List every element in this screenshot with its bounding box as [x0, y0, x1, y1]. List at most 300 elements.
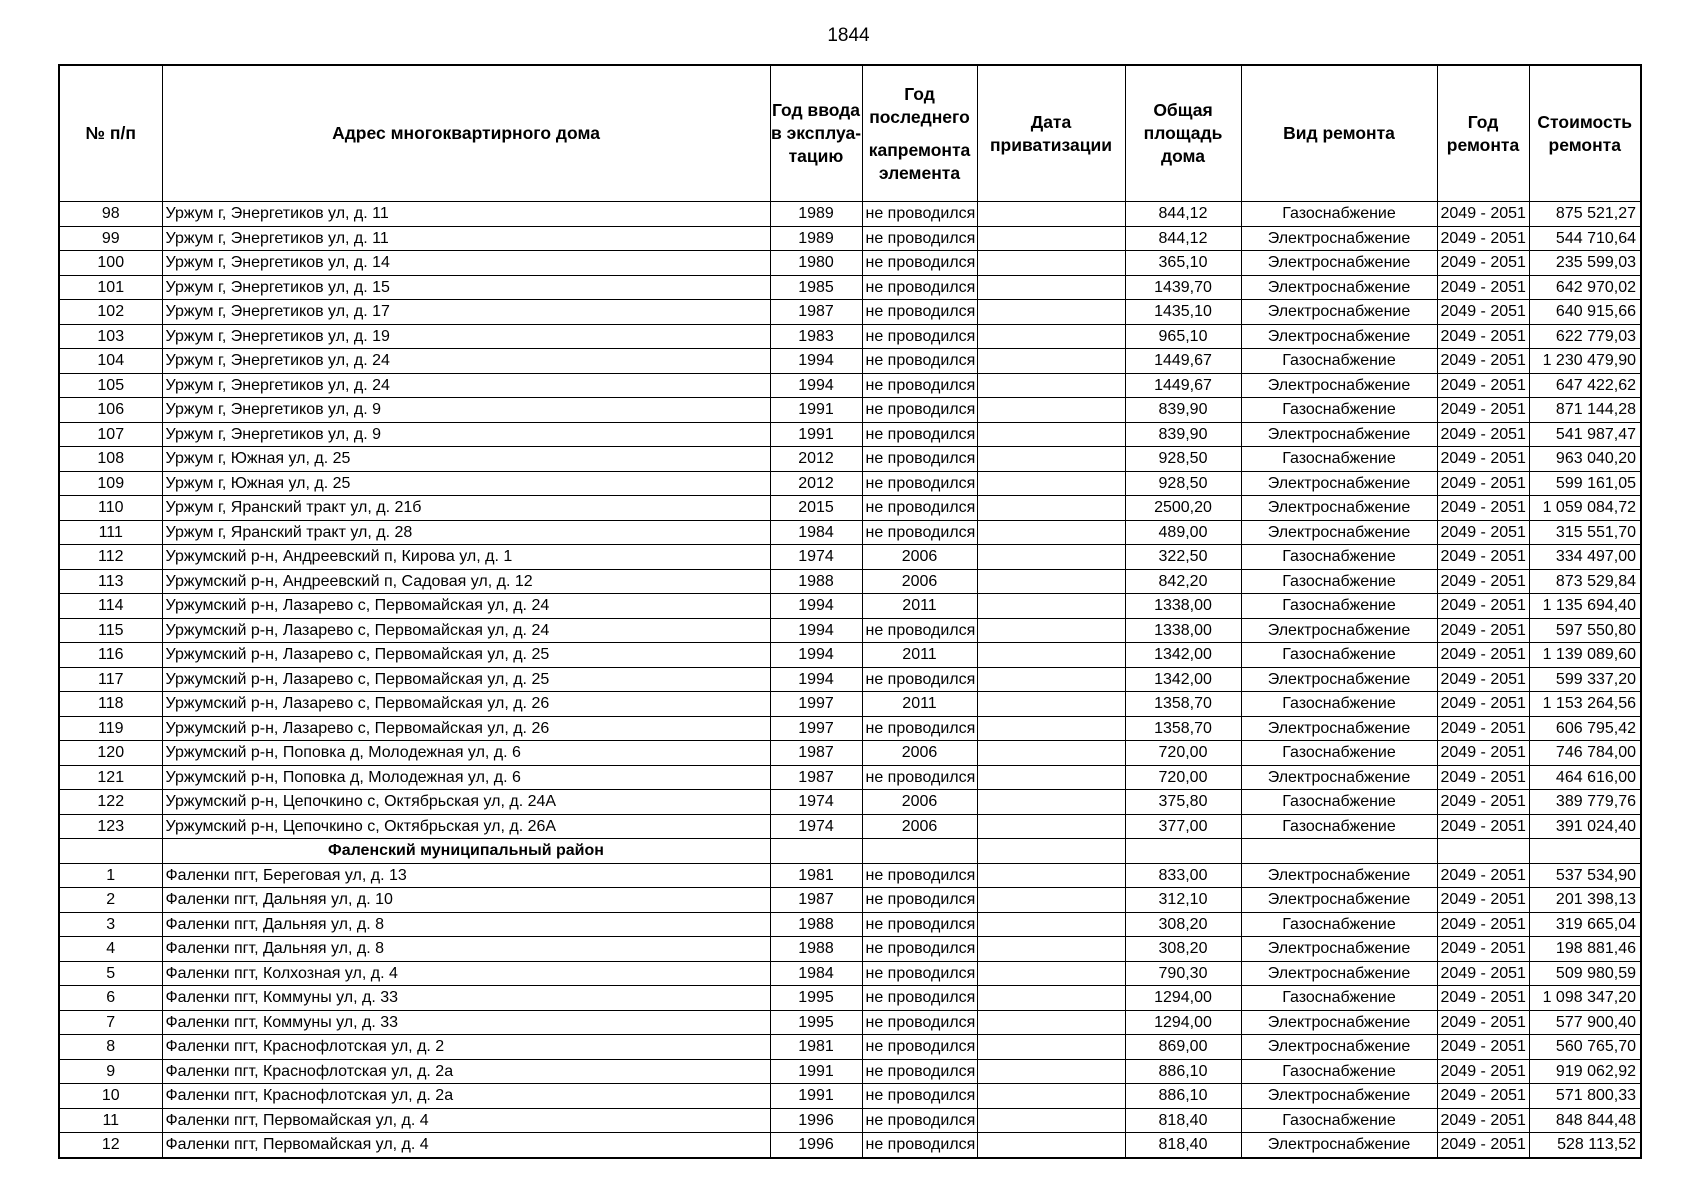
cell-year-built: 1987	[770, 300, 862, 325]
cell-area: 1358,70	[1125, 692, 1241, 717]
cell-repair-year: 2049 - 2051	[1437, 1010, 1529, 1035]
cell-last-repair: 2011	[862, 692, 977, 717]
cell-last-repair: не проводился	[862, 618, 977, 643]
cell-address: Уржум г, Энергетиков ул, д. 15	[162, 275, 770, 300]
table-row	[59, 1108, 1641, 1133]
table-row	[59, 545, 1641, 570]
cell-area: 1449,67	[1125, 373, 1241, 398]
cell-last-repair: не проводился	[862, 1010, 977, 1035]
cell-area: 2500,20	[1125, 496, 1241, 521]
cell-last-repair: не проводился	[862, 1133, 977, 1158]
table-header-row	[59, 65, 1641, 202]
cell-cost: 1 135 694,40	[1529, 594, 1641, 619]
cell-privatization	[977, 961, 1125, 986]
cell-area: 489,00	[1125, 520, 1241, 545]
cell-area: 1439,70	[1125, 275, 1241, 300]
cell-num: 113	[59, 569, 162, 594]
cell-address: Уржумский р-н, Лазарево с, Первомайская ул, д. 25	[162, 643, 770, 668]
section-empty-cell	[770, 839, 862, 864]
cell-area: 833,00	[1125, 863, 1241, 888]
cell-address: Уржум г, Южная ул, д. 25	[162, 471, 770, 496]
cell-cost: 597 550,80	[1529, 618, 1641, 643]
table-row	[59, 251, 1641, 276]
table-row	[59, 496, 1641, 521]
cell-cost: 235 599,03	[1529, 251, 1641, 276]
cell-repair-type: Электроснабжение	[1241, 1035, 1437, 1060]
cell-repair-type: Электроснабжение	[1241, 275, 1437, 300]
cell-area: 842,20	[1125, 569, 1241, 594]
header-num: № п/п	[59, 65, 162, 202]
cell-area: 308,20	[1125, 937, 1241, 962]
section-empty-cell	[1125, 839, 1241, 864]
cell-num: 108	[59, 447, 162, 472]
table-row	[59, 765, 1641, 790]
cell-year-built: 1991	[770, 398, 862, 423]
cell-cost: 1 059 084,72	[1529, 496, 1641, 521]
cell-year-built: 1974	[770, 790, 862, 815]
cell-privatization	[977, 1010, 1125, 1035]
cell-address: Фаленки пгт, Первомайская ул, д. 4	[162, 1133, 770, 1158]
cell-cost: 1 153 264,56	[1529, 692, 1641, 717]
cell-repair-type: Газоснабжение	[1241, 790, 1437, 815]
cell-last-repair: не проводился	[862, 300, 977, 325]
cell-year-built: 1974	[770, 545, 862, 570]
section-empty-cell	[1437, 839, 1529, 864]
cell-repair-year: 2049 - 2051	[1437, 422, 1529, 447]
cell-last-repair: не проводился	[862, 912, 977, 937]
cell-year-built: 1994	[770, 349, 862, 374]
table-row	[59, 692, 1641, 717]
table-row	[59, 349, 1641, 374]
cell-address: Фаленки пгт, Дальняя ул, д. 8	[162, 912, 770, 937]
cell-repair-year: 2049 - 2051	[1437, 300, 1529, 325]
cell-num: 118	[59, 692, 162, 717]
cell-cost: 848 844,48	[1529, 1108, 1641, 1133]
cell-privatization	[977, 300, 1125, 325]
cell-address: Уржумский р-н, Андреевский п, Садовая ул, д. 12	[162, 569, 770, 594]
cell-cost: 537 534,90	[1529, 863, 1641, 888]
cell-repair-year: 2049 - 2051	[1437, 863, 1529, 888]
cell-address: Уржум г, Энергетиков ул, д. 11	[162, 226, 770, 251]
cell-year-built: 1981	[770, 1035, 862, 1060]
cell-last-repair: не проводился	[862, 202, 977, 227]
cell-last-repair: 2006	[862, 545, 977, 570]
cell-num: 11	[59, 1108, 162, 1133]
cell-last-repair: 2006	[862, 790, 977, 815]
cell-repair-type: Электроснабжение	[1241, 1133, 1437, 1158]
cell-privatization	[977, 496, 1125, 521]
cell-address: Уржум г, Энергетиков ул, д. 11	[162, 202, 770, 227]
cell-privatization	[977, 275, 1125, 300]
cell-cost: 647 422,62	[1529, 373, 1641, 398]
cell-area: 1342,00	[1125, 667, 1241, 692]
cell-address: Уржум г, Яранский тракт ул, д. 28	[162, 520, 770, 545]
cell-repair-year: 2049 - 2051	[1437, 716, 1529, 741]
table-row	[59, 226, 1641, 251]
cell-repair-year: 2049 - 2051	[1437, 275, 1529, 300]
cell-repair-year: 2049 - 2051	[1437, 471, 1529, 496]
cell-year-built: 1994	[770, 667, 862, 692]
cell-cost: 319 665,04	[1529, 912, 1641, 937]
cell-address: Уржум г, Энергетиков ул, д. 17	[162, 300, 770, 325]
cell-privatization	[977, 912, 1125, 937]
table-row	[59, 667, 1641, 692]
cell-cost: 571 800,33	[1529, 1084, 1641, 1109]
cell-cost: 871 144,28	[1529, 398, 1641, 423]
cell-last-repair: не проводился	[862, 496, 977, 521]
cell-address: Уржум г, Энергетиков ул, д. 19	[162, 324, 770, 349]
cell-year-built: 1994	[770, 373, 862, 398]
table-row	[59, 1133, 1641, 1158]
cell-repair-type: Электроснабжение	[1241, 422, 1437, 447]
cell-repair-type: Газоснабжение	[1241, 594, 1437, 619]
cell-address: Уржумский р-н, Лазарево с, Первомайская ул, д. 24	[162, 594, 770, 619]
cell-area: 720,00	[1125, 741, 1241, 766]
cell-repair-type: Электроснабжение	[1241, 716, 1437, 741]
cell-repair-year: 2049 - 2051	[1437, 324, 1529, 349]
cell-cost: 544 710,64	[1529, 226, 1641, 251]
cell-year-built: 1974	[770, 814, 862, 839]
cell-repair-year: 2049 - 2051	[1437, 569, 1529, 594]
cell-last-repair: не проводился	[862, 1035, 977, 1060]
cell-num: 98	[59, 202, 162, 227]
cell-cost: 963 040,20	[1529, 447, 1641, 472]
cell-area: 844,12	[1125, 202, 1241, 227]
header-address: Адрес многоквартирного дома	[162, 65, 770, 202]
cell-repair-type: Электроснабжение	[1241, 1084, 1437, 1109]
cell-privatization	[977, 863, 1125, 888]
table-row	[59, 888, 1641, 913]
cell-year-built: 1995	[770, 986, 862, 1011]
cell-area: 818,40	[1125, 1133, 1241, 1158]
cell-year-built: 1987	[770, 765, 862, 790]
cell-area: 839,90	[1125, 398, 1241, 423]
cell-cost: 315 551,70	[1529, 520, 1641, 545]
cell-address: Уржум г, Энергетиков ул, д. 9	[162, 422, 770, 447]
cell-privatization	[977, 667, 1125, 692]
cell-privatization	[977, 520, 1125, 545]
cell-address: Уржумский р-н, Лазарево с, Первомайская ул, д. 26	[162, 716, 770, 741]
table-row	[59, 741, 1641, 766]
cell-area: 1338,00	[1125, 594, 1241, 619]
cell-address: Уржум г, Энергетиков ул, д. 9	[162, 398, 770, 423]
cell-privatization	[977, 324, 1125, 349]
cell-year-built: 2012	[770, 447, 862, 472]
cell-privatization	[977, 937, 1125, 962]
cell-repair-type: Электроснабжение	[1241, 888, 1437, 913]
cell-cost: 198 881,46	[1529, 937, 1641, 962]
cell-area: 1358,70	[1125, 716, 1241, 741]
cell-repair-year: 2049 - 2051	[1437, 251, 1529, 276]
cell-privatization	[977, 1133, 1125, 1158]
cell-num: 99	[59, 226, 162, 251]
cell-num: 114	[59, 594, 162, 619]
cell-address: Фаленки пгт, Краснофлотская ул, д. 2а	[162, 1059, 770, 1084]
cell-privatization	[977, 398, 1125, 423]
cell-year-built: 1994	[770, 643, 862, 668]
cell-year-built: 1985	[770, 275, 862, 300]
cell-last-repair: не проводился	[862, 937, 977, 962]
table-row	[59, 716, 1641, 741]
cell-last-repair: не проводился	[862, 716, 977, 741]
cell-num: 6	[59, 986, 162, 1011]
cell-privatization	[977, 594, 1125, 619]
cell-last-repair: 2006	[862, 814, 977, 839]
table-row	[59, 937, 1641, 962]
cell-address: Уржумский р-н, Цепочкино с, Октябрьская ул, д. 24А	[162, 790, 770, 815]
cell-last-repair: 2011	[862, 594, 977, 619]
table-row	[59, 1010, 1641, 1035]
cell-num: 112	[59, 545, 162, 570]
cell-address: Уржум г, Яранский тракт ул, д. 21б	[162, 496, 770, 521]
cell-num: 104	[59, 349, 162, 374]
table-row	[59, 863, 1641, 888]
cell-repair-type: Электроснабжение	[1241, 251, 1437, 276]
cell-num: 103	[59, 324, 162, 349]
cell-cost: 875 521,27	[1529, 202, 1641, 227]
cell-area: 308,20	[1125, 912, 1241, 937]
cell-cost: 334 497,00	[1529, 545, 1641, 570]
cell-area: 312,10	[1125, 888, 1241, 913]
cell-cost: 509 980,59	[1529, 961, 1641, 986]
cell-repair-year: 2049 - 2051	[1437, 741, 1529, 766]
cell-area: 1338,00	[1125, 618, 1241, 643]
cell-cost: 873 529,84	[1529, 569, 1641, 594]
cell-area: 886,10	[1125, 1084, 1241, 1109]
cell-repair-type: Газоснабжение	[1241, 349, 1437, 374]
cell-area: 365,10	[1125, 251, 1241, 276]
table-row	[59, 618, 1641, 643]
cell-year-built: 1991	[770, 1084, 862, 1109]
cell-repair-year: 2049 - 2051	[1437, 618, 1529, 643]
header-last-repair	[862, 65, 977, 202]
cell-area: 1342,00	[1125, 643, 1241, 668]
table-row	[59, 520, 1641, 545]
cell-last-repair: не проводился	[862, 888, 977, 913]
cell-address: Уржумский р-н, Цепочкино с, Октябрьская ул, д. 26А	[162, 814, 770, 839]
cell-last-repair: не проводился	[862, 251, 977, 276]
cell-address: Уржумский р-н, Поповка д, Молодежная ул, д. 6	[162, 741, 770, 766]
cell-privatization	[977, 814, 1125, 839]
cell-repair-year: 2049 - 2051	[1437, 937, 1529, 962]
table-row	[59, 300, 1641, 325]
cell-repair-year: 2049 - 2051	[1437, 202, 1529, 227]
cell-address: Уржумский р-н, Лазарево с, Первомайская ул, д. 25	[162, 667, 770, 692]
cell-address: Фаленки пгт, Краснофлотская ул, д. 2	[162, 1035, 770, 1060]
cell-repair-type: Газоснабжение	[1241, 986, 1437, 1011]
cell-privatization	[977, 643, 1125, 668]
cell-year-built: 1981	[770, 863, 862, 888]
cell-privatization	[977, 741, 1125, 766]
table-row	[59, 275, 1641, 300]
cell-repair-year: 2049 - 2051	[1437, 1084, 1529, 1109]
cell-repair-type: Газоснабжение	[1241, 545, 1437, 570]
cell-area: 377,00	[1125, 814, 1241, 839]
cell-repair-year: 2049 - 2051	[1437, 545, 1529, 570]
cell-area: 928,50	[1125, 447, 1241, 472]
cell-address: Уржум г, Энергетиков ул, д. 24	[162, 349, 770, 374]
header-last-repair-line2: капремонта элемента	[868, 139, 971, 183]
cell-repair-type: Газоснабжение	[1241, 643, 1437, 668]
cell-year-built: 1994	[770, 594, 862, 619]
cell-last-repair: не проводился	[862, 373, 977, 398]
cell-privatization	[977, 716, 1125, 741]
cell-address: Уржумский р-н, Поповка д, Молодежная ул, д. 6	[162, 765, 770, 790]
cell-privatization	[977, 1084, 1125, 1109]
cell-privatization	[977, 447, 1125, 472]
cell-cost: 746 784,00	[1529, 741, 1641, 766]
cell-privatization	[977, 1108, 1125, 1133]
header-area: Общая площадь дома	[1125, 65, 1241, 202]
cell-num: 123	[59, 814, 162, 839]
cell-last-repair: 2006	[862, 741, 977, 766]
cell-year-built: 1996	[770, 1108, 862, 1133]
cell-last-repair: не проводился	[862, 667, 977, 692]
cell-repair-year: 2049 - 2051	[1437, 986, 1529, 1011]
cell-repair-year: 2049 - 2051	[1437, 1059, 1529, 1084]
cell-repair-year: 2049 - 2051	[1437, 398, 1529, 423]
cell-year-built: 1988	[770, 937, 862, 962]
cell-last-repair: не проводился	[862, 1059, 977, 1084]
cell-repair-year: 2049 - 2051	[1437, 961, 1529, 986]
cell-num: 102	[59, 300, 162, 325]
cell-address: Фаленки пгт, Береговая ул, д. 13	[162, 863, 770, 888]
cell-area: 720,00	[1125, 765, 1241, 790]
cell-area: 869,00	[1125, 1035, 1241, 1060]
cell-privatization	[977, 692, 1125, 717]
cell-num: 10	[59, 1084, 162, 1109]
cell-address: Уржумский р-н, Лазарево с, Первомайская ул, д. 26	[162, 692, 770, 717]
cell-privatization	[977, 471, 1125, 496]
cell-year-built: 1984	[770, 961, 862, 986]
cell-num: 9	[59, 1059, 162, 1084]
cell-repair-type: Электроснабжение	[1241, 471, 1437, 496]
table-row	[59, 912, 1641, 937]
cell-year-built: 2015	[770, 496, 862, 521]
cell-last-repair: не проводился	[862, 471, 977, 496]
cell-num: 5	[59, 961, 162, 986]
cell-privatization	[977, 1059, 1125, 1084]
cell-num: 122	[59, 790, 162, 815]
cell-year-built: 1991	[770, 1059, 862, 1084]
cell-repair-year: 2049 - 2051	[1437, 643, 1529, 668]
cell-area: 1294,00	[1125, 1010, 1241, 1035]
cell-last-repair: не проводился	[862, 324, 977, 349]
cell-last-repair: 2006	[862, 569, 977, 594]
cell-repair-type: Электроснабжение	[1241, 765, 1437, 790]
cell-last-repair: не проводился	[862, 226, 977, 251]
table-row	[59, 643, 1641, 668]
cell-cost: 391 024,40	[1529, 814, 1641, 839]
cell-last-repair: не проводился	[862, 275, 977, 300]
cell-repair-year: 2049 - 2051	[1437, 1133, 1529, 1158]
cell-num: 116	[59, 643, 162, 668]
cell-privatization	[977, 888, 1125, 913]
cell-year-built: 1984	[770, 520, 862, 545]
cell-address: Фаленки пгт, Первомайская ул, д. 4	[162, 1108, 770, 1133]
cell-repair-type: Электроснабжение	[1241, 618, 1437, 643]
cell-privatization	[977, 422, 1125, 447]
cell-repair-year: 2049 - 2051	[1437, 226, 1529, 251]
cell-num: 120	[59, 741, 162, 766]
table-row	[59, 986, 1641, 1011]
cell-privatization	[977, 226, 1125, 251]
section-empty-cell	[862, 839, 977, 864]
cell-privatization	[977, 765, 1125, 790]
cell-year-built: 1983	[770, 324, 862, 349]
cell-repair-type: Газоснабжение	[1241, 447, 1437, 472]
table-row	[59, 1035, 1641, 1060]
cell-repair-type: Электроснабжение	[1241, 226, 1437, 251]
cell-repair-year: 2049 - 2051	[1437, 1035, 1529, 1060]
table-row	[59, 814, 1641, 839]
cell-num: 8	[59, 1035, 162, 1060]
cell-repair-year: 2049 - 2051	[1437, 447, 1529, 472]
cell-cost: 560 765,70	[1529, 1035, 1641, 1060]
cell-num: 110	[59, 496, 162, 521]
cell-num: 7	[59, 1010, 162, 1035]
cell-repair-year: 2049 - 2051	[1437, 790, 1529, 815]
cell-year-built: 1987	[770, 888, 862, 913]
cell-address: Уржум г, Энергетиков ул, д. 24	[162, 373, 770, 398]
cell-repair-type: Газоснабжение	[1241, 692, 1437, 717]
cell-cost: 606 795,42	[1529, 716, 1641, 741]
cell-cost: 640 915,66	[1529, 300, 1641, 325]
section-empty-cell	[1241, 839, 1437, 864]
cell-last-repair: не проводился	[862, 863, 977, 888]
cell-repair-type: Электроснабжение	[1241, 863, 1437, 888]
cell-year-built: 1987	[770, 741, 862, 766]
cell-privatization	[977, 790, 1125, 815]
header-last-repair-line1: Год последнего	[869, 83, 970, 127]
header-year-built: Год ввода в эксплуа-тацию	[770, 65, 862, 202]
cell-year-built: 1996	[770, 1133, 862, 1158]
cell-address: Фаленки пгт, Дальняя ул, д. 10	[162, 888, 770, 913]
cell-address: Уржумский р-н, Андреевский п, Кирова ул, д. 1	[162, 545, 770, 570]
section-empty-cell	[1529, 839, 1641, 864]
cell-repair-year: 2049 - 2051	[1437, 1108, 1529, 1133]
cell-address: Уржум г, Энергетиков ул, д. 14	[162, 251, 770, 276]
cell-last-repair: не проводился	[862, 765, 977, 790]
cell-address: Уржум г, Южная ул, д. 25	[162, 447, 770, 472]
table-row	[59, 447, 1641, 472]
cell-repair-year: 2049 - 2051	[1437, 594, 1529, 619]
cell-privatization	[977, 349, 1125, 374]
cell-year-built: 1989	[770, 202, 862, 227]
cell-area: 844,12	[1125, 226, 1241, 251]
cell-area: 790,30	[1125, 961, 1241, 986]
cell-area: 1449,67	[1125, 349, 1241, 374]
cell-repair-type: Электроснабжение	[1241, 667, 1437, 692]
cell-address: Фаленки пгт, Коммуны ул, д. 33	[162, 1010, 770, 1035]
cell-cost: 599 161,05	[1529, 471, 1641, 496]
cell-cost: 577 900,40	[1529, 1010, 1641, 1035]
cell-area: 375,80	[1125, 790, 1241, 815]
cell-year-built: 1989	[770, 226, 862, 251]
cell-year-built: 1997	[770, 692, 862, 717]
cell-num: 3	[59, 912, 162, 937]
cell-year-built: 1995	[770, 1010, 862, 1035]
table-row	[59, 594, 1641, 619]
cell-repair-year: 2049 - 2051	[1437, 888, 1529, 913]
cell-address: Уржумский р-н, Лазарево с, Первомайская ул, д. 24	[162, 618, 770, 643]
cell-privatization	[977, 545, 1125, 570]
cell-num: 105	[59, 373, 162, 398]
cell-last-repair: не проводился	[862, 520, 977, 545]
table-row	[59, 1059, 1641, 1084]
table-row	[59, 961, 1641, 986]
cell-privatization	[977, 569, 1125, 594]
